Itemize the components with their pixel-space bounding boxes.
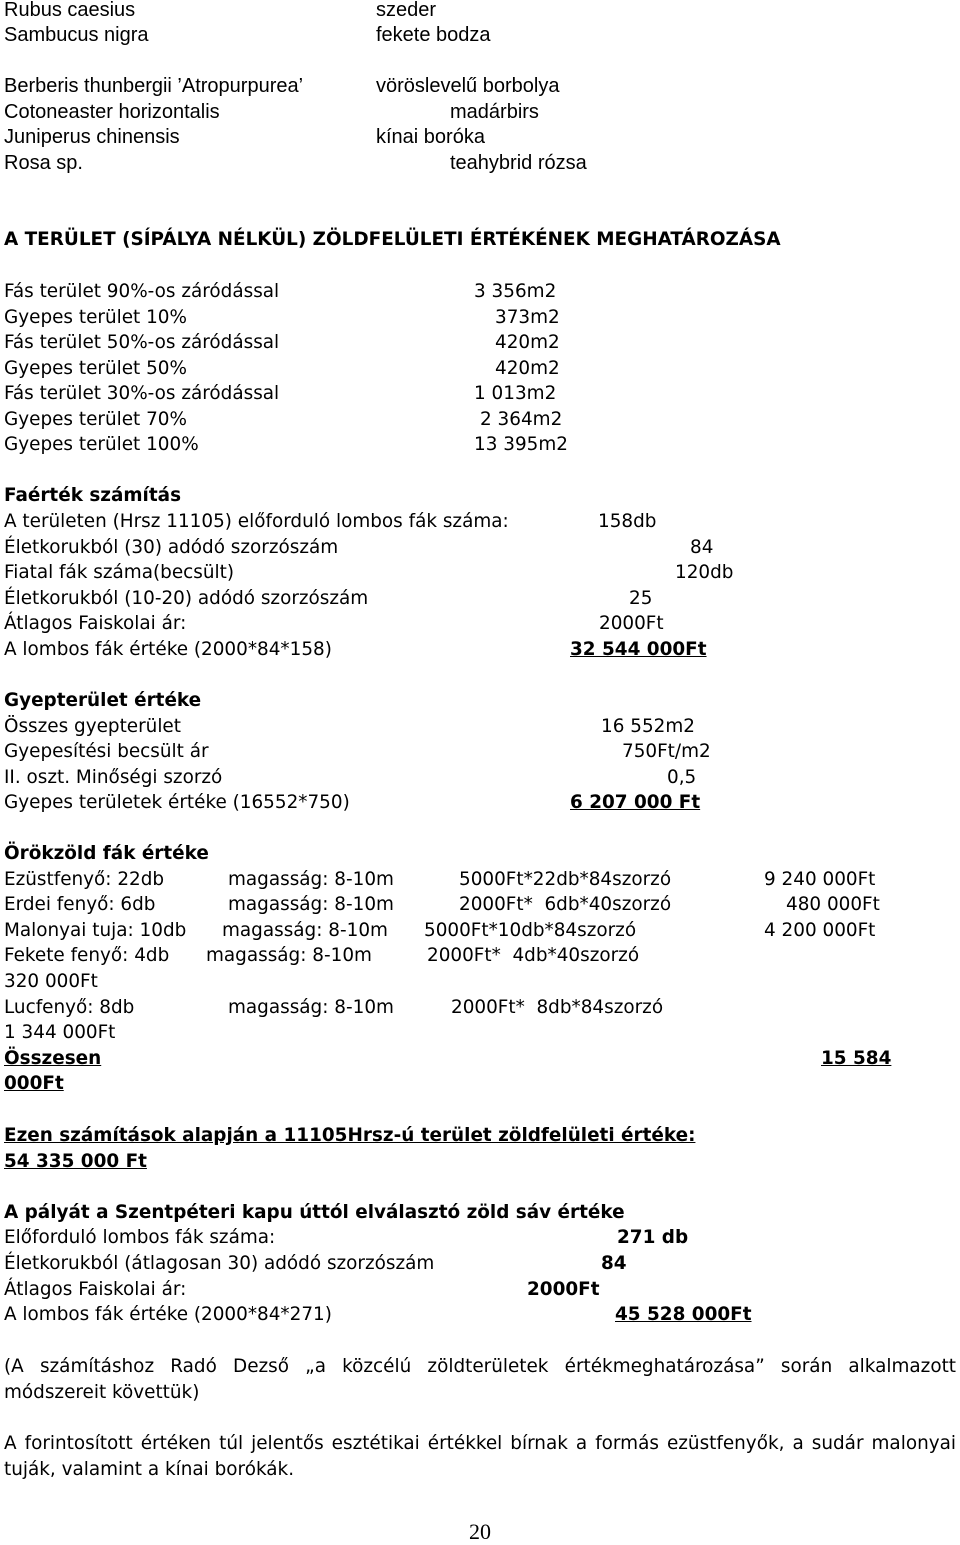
palya-label: Átlagos Faiskolai ár: xyxy=(4,1279,187,1300)
palya-label: Előforduló lombos fák száma: xyxy=(4,1227,276,1248)
gyep-label: Összes gyepterület xyxy=(4,716,181,737)
plant-hungarian: szeder xyxy=(376,0,437,21)
faertek-value: 158db xyxy=(598,511,657,532)
area-label: Gyepes terület 50% xyxy=(4,358,187,379)
plant-hungarian: madárbirs xyxy=(450,101,539,123)
gyep-label: Gyepesítési becsült ár xyxy=(4,741,209,762)
summary-value: 54 335 000 Ft xyxy=(4,1151,147,1172)
faertek-value: 2000Ft xyxy=(599,613,664,634)
area-label: Fás terület 90%-os záródással xyxy=(4,281,280,302)
faertek-value: 25 xyxy=(629,588,653,609)
area-label: Gyepes terület 10% xyxy=(4,307,187,328)
palya-title: A pályát a Szentpéteri kapu úttól elválasztó zöld sáv értéke xyxy=(4,1202,625,1223)
gyep-value: 750Ft/m2 xyxy=(622,741,711,762)
area-value: 373m2 xyxy=(495,307,560,328)
plant-hungarian: vöröslevelű borbolya xyxy=(376,75,560,97)
tree-value: 4 200 000Ft xyxy=(764,920,876,941)
tree-name: Lucfenyő: 8db xyxy=(4,997,135,1018)
tree-name: Ezüstfenyő: 22db xyxy=(4,869,165,890)
plant-hungarian: kínai boróka xyxy=(376,126,485,148)
faertek-title: Faérték számítás xyxy=(4,485,182,506)
plant-latin: Berberis thunbergii ’Atropurpurea’ xyxy=(4,75,304,97)
plant-latin: Rosa sp. xyxy=(4,152,83,174)
plant-latin: Juniperus chinensis xyxy=(4,126,180,148)
area-value: 420m2 xyxy=(495,332,560,353)
tree-height: magasság: 8-10m xyxy=(228,894,394,915)
plant-hungarian: fekete bodza xyxy=(376,24,491,46)
faertek-label: Életkorukból (10-20) adódó szorzószám xyxy=(4,588,369,609)
tree-calc: 2000Ft* 6db*40szorzó xyxy=(459,894,672,915)
palya-label: A lombos fák értéke (2000*84*271) xyxy=(4,1304,332,1325)
tree-value: 1 344 000Ft xyxy=(4,1022,116,1043)
tree-height: magasság: 8-10m xyxy=(222,920,388,941)
tree-height: magasság: 8-10m xyxy=(206,945,372,966)
tree-name: Erdei fenyő: 6db xyxy=(4,894,156,915)
palya-total-value: 45 528 000Ft xyxy=(615,1304,752,1325)
gyep-label: Gyepes területek értéke (16552*750) xyxy=(4,792,350,813)
section-heading: A TERÜLET (SÍPÁLYA NÉLKÜL) ZÖLDFELÜLETI ÉRTÉKÉNEK MEGHATÁROZÁSA xyxy=(4,229,781,250)
faertek-total-value: 32 544 000Ft xyxy=(570,639,707,660)
faertek-value: 84 xyxy=(690,537,714,558)
tree-calc: 2000Ft* 4db*40szorzó xyxy=(427,945,640,966)
orokzold-title: Örökzöld fák értéke xyxy=(4,843,209,864)
tree-height: magasság: 8-10m xyxy=(228,997,394,1018)
tree-value: 320 000Ft xyxy=(4,971,98,992)
gyep-label: II. oszt. Minőségi szorzó xyxy=(4,767,223,788)
tree-value: 9 240 000Ft xyxy=(764,869,876,890)
area-value: 2 364m2 xyxy=(480,409,563,430)
tree-value: 480 000Ft xyxy=(786,894,880,915)
summary-line: Ezen számítások alapján a 11105Hrsz-ú terület zöldfelületi értéke: xyxy=(4,1125,696,1146)
area-value: 13 395m2 xyxy=(474,434,568,455)
area-value: 420m2 xyxy=(495,358,560,379)
tree-height: magasság: 8-10m xyxy=(228,869,394,890)
area-value: 3 356m2 xyxy=(474,281,557,302)
page-number: 20 xyxy=(469,1519,491,1544)
faertek-label: Életkorukból (30) adódó szorzószám xyxy=(4,537,339,558)
area-label: Gyepes terület 70% xyxy=(4,409,187,430)
gyep-value: 0,5 xyxy=(667,767,697,788)
faertek-label: Fiatal fák száma(becsült) xyxy=(4,562,234,583)
area-label: Gyepes terület 100% xyxy=(4,434,199,455)
plant-latin: Cotoneaster horizontalis xyxy=(4,101,220,123)
faertek-label: Átlagos Faiskolai ár: xyxy=(4,613,187,634)
palya-value: 2000Ft xyxy=(527,1279,600,1300)
palya-value: 84 xyxy=(601,1253,627,1274)
orokzold-total-value: 15 584 xyxy=(821,1048,892,1069)
plant-latin: Rubus caesius xyxy=(4,0,136,21)
tree-calc: 5000Ft*10db*84szorzó xyxy=(424,920,637,941)
area-label: Fás terület 30%-os záródással xyxy=(4,383,280,404)
orokzold-total-value-cont: 000Ft xyxy=(4,1073,64,1094)
faertek-value: 120db xyxy=(675,562,734,583)
method-note: (A számításhoz Radó Dezső „a közcélú zöldterületek értékmeghatározása” során alkalmazott módszereit követtük) xyxy=(4,1356,956,1403)
area-label: Fás terület 50%-os záródással xyxy=(4,332,280,353)
tree-calc: 5000Ft*22db*84szorzó xyxy=(459,869,672,890)
gyep-value: 16 552m2 xyxy=(601,716,695,737)
palya-value: 271 db xyxy=(617,1227,689,1248)
tree-name: Malonyai tuja: 10db xyxy=(4,920,187,941)
palya-label: Életkorukból (átlagosan 30) adódó szorzószám xyxy=(4,1253,435,1274)
faertek-label: A lombos fák értéke (2000*84*158) xyxy=(4,639,332,660)
plant-latin: Sambucus nigra xyxy=(4,24,149,46)
area-value: 1 013m2 xyxy=(474,383,557,404)
gyep-title: Gyepterület értéke xyxy=(4,690,202,711)
closing-paragraph: A forintosított értéken túl jelentős esztétikai értékkel bírnak a formás ezüstfenyők, a sudár malonyai tuják, valamint a kínai borókák. xyxy=(4,1433,956,1480)
plant-hungarian: teahybrid rózsa xyxy=(450,152,587,174)
tree-calc: 2000Ft* 8db*84szorzó xyxy=(451,997,664,1018)
gyep-total-value: 6 207 000 Ft xyxy=(570,792,701,813)
faertek-label: A területen (Hrsz 11105) előforduló lombos fák száma: xyxy=(4,511,509,532)
tree-name: Fekete fenyő: 4db xyxy=(4,945,170,966)
orokzold-total-label: Összesen xyxy=(4,1048,102,1069)
